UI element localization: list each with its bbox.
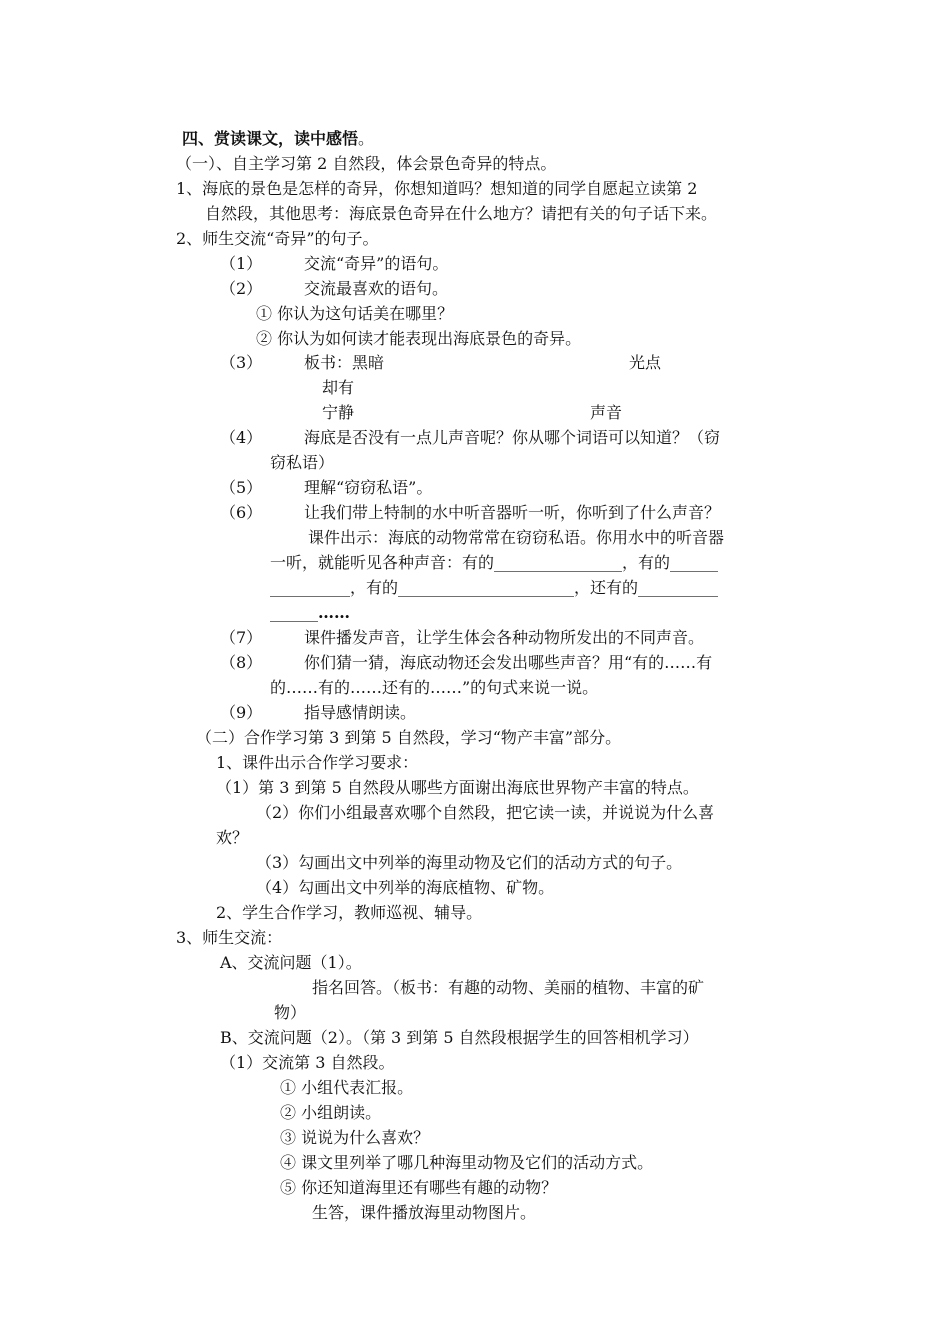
requirement: （2）你们小组最喜欢哪个自然段，把它读一读，并说说为什么喜 — [256, 803, 715, 822]
blank-underscore: ______ — [270, 603, 318, 622]
step-text: 让我们带上特制的水中听音器听一听，你听到了什么声音？ — [304, 503, 721, 522]
board-word-que: 却有 — [322, 378, 355, 397]
step-text: 课件播发声音，让学生体会各种动物所发出的不同声音。 — [304, 628, 705, 647]
courseware-text: 课件出示：海底的动物常常在窃窃私语。你用水中的听音器 — [308, 528, 725, 547]
step-text: 理解“窃窃私语”。 — [304, 478, 433, 497]
fill-blank-line: 一听，就能听见各种声音：有的________________，有的______ — [270, 553, 719, 572]
step-text-cont: 窃私语） — [270, 453, 335, 472]
requirement-cont: 欢？ — [216, 828, 249, 847]
part2-item2: 2、学生合作学习，教师巡视、辅导。 — [216, 903, 483, 922]
step-number: （5） — [220, 478, 263, 497]
heading-period: 。 — [358, 129, 375, 148]
step-number: （8） — [220, 653, 263, 672]
fill-blank-line — [270, 602, 350, 624]
sub-question: ① 你认为这句话美在哪里？ — [256, 304, 454, 323]
ellipsis: …… — [318, 603, 350, 622]
step-number: （7） — [220, 628, 263, 647]
step-number: （1） — [220, 254, 263, 273]
step-text-cont: 的……有的……还有的……”的句式来说一说。 — [270, 678, 599, 697]
board-word-light: 光点 — [629, 353, 662, 372]
board-word-quiet: 宁静 — [322, 403, 355, 422]
activity-item: ⑤ 你还知道海里还有哪些有趣的动物？ — [280, 1178, 558, 1197]
activity-item: ① 小组代表汇报。 — [280, 1078, 414, 1097]
part1-item1-line1: 1、海底的景色是怎样的奇异，你想知道吗？想知道的同学自愿起立读第 2 — [176, 179, 698, 198]
activity-item: ③ 说说为什么喜欢？ — [280, 1128, 430, 1147]
step-text: 交流“奇异”的语句。 — [304, 254, 449, 273]
step-text: 海底是否没有一点儿声音呢？你从哪个词语可以知道？（窃 — [304, 428, 721, 447]
discussion-a-detail: 指名回答。（板书：有趣的动物、美丽的植物、丰富的矿 — [312, 978, 705, 997]
part2-item3: 3、师生交流： — [176, 928, 283, 947]
activity-item: ② 小组朗读。 — [280, 1103, 382, 1122]
requirement: （1）第 3 到第 5 自然段从哪些方面谢出海底世界物产丰富的特点。 — [216, 778, 699, 797]
discussion-a-detail-cont: 物） — [274, 1003, 307, 1022]
step-number: （6） — [220, 503, 263, 522]
step-number: （9） — [220, 703, 263, 722]
fill-blank-line: __________，有的______________________，还有的__________ — [270, 578, 719, 597]
board-word-sound: 声音 — [590, 403, 623, 422]
part1-item1-line2: 自然段，其他思考：海底景色奇异在什么地方？请把有关的句子话下来。 — [205, 204, 718, 223]
activity-item: ④ 课文里列举了哪几种海里动物及它们的活动方式。 — [280, 1153, 654, 1172]
board-note: 板书：黑暗 — [304, 353, 385, 372]
activity-item-cont: 生答，课件播放海里动物图片。 — [312, 1203, 537, 1222]
step-text: 交流最喜欢的语句。 — [304, 279, 449, 298]
step-number: （3） — [220, 353, 263, 372]
discussion-b-sub: （1）交流第 3 自然段。 — [220, 1053, 395, 1072]
step-number: （2） — [220, 279, 263, 298]
section-heading — [182, 128, 374, 150]
discussion-b: B、交流问题（2）。（第 3 到第 5 自然段根据学生的回答相机学习） — [220, 1028, 699, 1047]
step-text: 你们猜一猜，海底动物还会发出哪些声音？用“有的……有 — [304, 653, 713, 672]
sub-question: ② 你认为如何读才能表现出海底景色的奇异。 — [256, 329, 582, 348]
part2-title: （二）合作学习第 3 到第 5 自然段，学习“物产丰富”部分。 — [196, 728, 622, 747]
part1-title: （一）、自主学习第 2 自然段，体会景色奇异的特点。 — [176, 154, 557, 173]
part1-item2: 2、师生交流“奇异”的句子。 — [176, 229, 379, 248]
step-text: 指导感情朗读。 — [304, 703, 417, 722]
requirement: （3）勾画出文中列举的海里动物及它们的活动方式的句子。 — [256, 853, 683, 872]
heading-text: 四、赏读课文，读中感悟 — [182, 129, 359, 148]
step-number: （4） — [220, 428, 263, 447]
requirement: （4）勾画出文中列举的海底植物、矿物。 — [256, 878, 555, 897]
discussion-a: A、交流问题（1）。 — [220, 953, 362, 972]
part2-item1: 1、课件出示合作学习要求： — [216, 753, 419, 772]
